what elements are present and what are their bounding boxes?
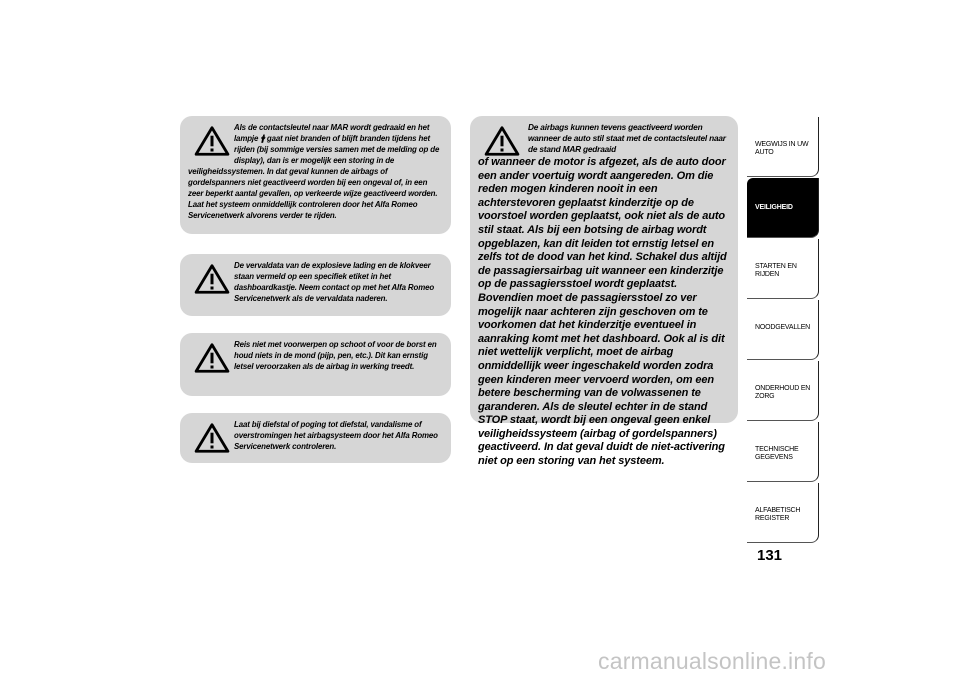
warning-text: Als de contactsleutel naar MAR wordt gedraaid en het lampje 🛉 gaat niet branden of blijft branden tijdens het rijden (bij sommige versies samen met de melding op de display), dan is er mogelijk een storing in de veiligheidssystemen. In dat geval kunnen de airbags of gordelspanners niet geactiveerd worden bij een ongeval of, in een zeer beperkt aantal gevallen, op verkeerde wijze geactiveerd worden. Laat het systeem onmiddellijk controleren door het Alfa Romeo Servicenetwerk alvorens verder te rijden. <box>188 122 440 220</box>
tab-starten-en-rijden[interactable]: STARTEN EN RIJDEN <box>747 239 819 299</box>
tab-alfabetisch-register[interactable]: ALFABETISCH REGISTER <box>747 483 819 543</box>
page-number: 131 <box>757 547 783 564</box>
warning-lead-text: De airbags kunnen tevens geactiveerd worden wanneer de auto stil staat met de contactsleutel naar de stand MAR gedraaid <box>528 122 726 154</box>
warning-box-indicator-lamp <box>180 116 451 234</box>
warning-text: Laat bij diefstal of poging tot diefstal, vandalisme of overstromingen het airbagsysteem door het Alfa Romeo Servicenetwerk controleren. <box>234 419 438 451</box>
warning-text: Reis niet met voorwerpen op schoot of voor de borst en houd niets in de mond (pijp, pen, etc.). Dit kan ernstig letsel veroorzaken als de airbag in werking treedt. <box>234 339 437 371</box>
tab-technische-gegevens[interactable]: TECHNISCHE GEGEVENS <box>747 422 819 482</box>
warning-triangle-icon <box>484 126 520 156</box>
warning-text: De vervaldata van de explosieve lading en de klokveer staan vermeld op een specifiek etiket in het dashboardkastje. Neem contact op met het Alfa Romeo Servicenetwerk als de vervaldata naderen. <box>234 260 435 303</box>
tab-noodgevallen[interactable]: NOODGEVALLEN <box>747 300 819 360</box>
warning-box-theft <box>180 413 451 463</box>
warning-box-expiry-dates <box>180 254 451 316</box>
tab-wegwijs[interactable]: WEGWIJS IN UW AUTO <box>747 117 819 177</box>
watermark: carmanualsonline.info <box>598 648 826 674</box>
tab-veiligheid[interactable]: VEILIGHEID <box>747 178 819 238</box>
warning-box-airbag-activation <box>470 116 738 468</box>
chapter-tabs <box>747 117 819 544</box>
tab-onderhoud-en-zorg[interactable]: ONDERHOUD EN ZORG <box>747 361 819 421</box>
warning-box-objects-lap <box>180 333 451 396</box>
warning-body-text: of wanneer de motor is afgezet, als de auto door een ander voertuig wordt aangereden. Om die reden mogen kinderen nooit in een achterstevoren geplaatst kinderzitje op de voorstoel worden geplaatst, ook niet als de auto stil staat. Als bij een botsing de airbag wordt opgeblazen, kan dit leiden tot ernstig letsel en zelfs tot de dood van het kind. Schakel dus altijd de passagiersairbag uit wanneer een kinderzitje op de passagiersstoel wordt geplaatst. Bovendien moet de passagiersstoel zo ver mogelijk naar achteren zijn geschoven om te voorkomen dat het kinderzitje eventueel in aanraking komt met het dashboard. Ook al is dit niet wettelijk verplicht, moet de airbag onmiddellijk weer ingeschakeld worden zodra geen kinderen meer vervoerd worden, om een betere bescherming van de volwassenen te garanderen. Als de sleutel echter in de stand STOP staat, wordt bij een ongeval geen enkel veiligheidssysteem (airbag of gordelspanners) geactiveerd. In dat geval duidt de niet-activering niet op een storing van het systeem. <box>478 156 727 468</box>
